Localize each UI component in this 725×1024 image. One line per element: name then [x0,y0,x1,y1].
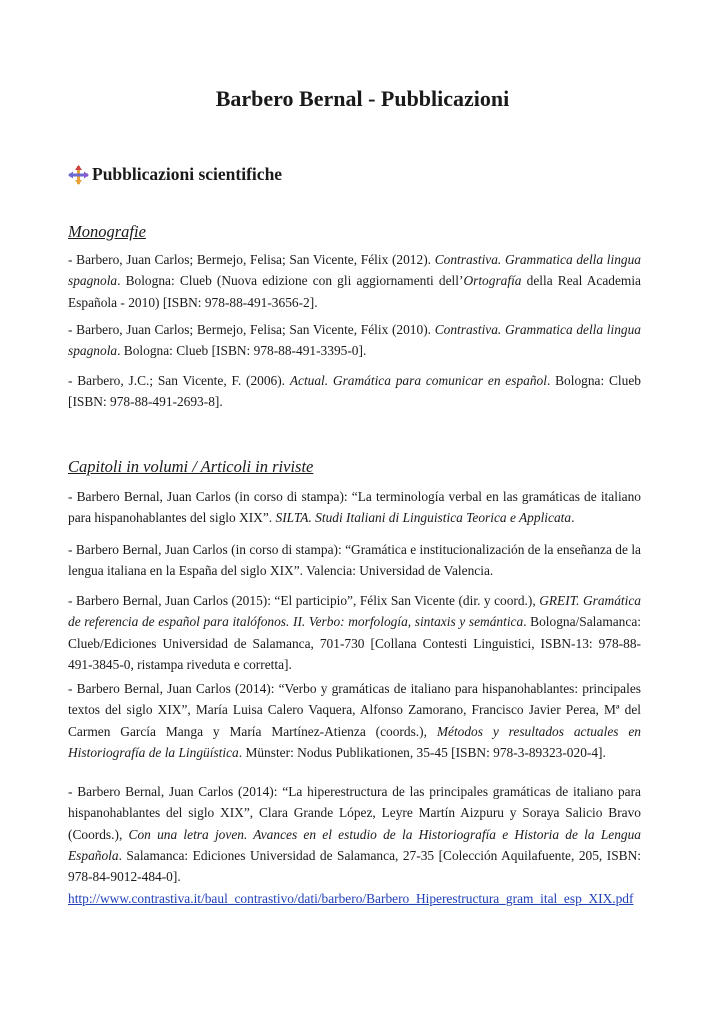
section-heading [68,164,282,185]
section-heading-text: Pubblicazioni scientifiche [92,164,283,184]
list-item: - Barbero, Juan Carlos; Bermejo, Felisa; San Vicente, Félix (2012). Contrastiva. Grammatica della lingua spagnola. Bologna: Clueb (Nuova edizione con gli aggiornamenti dell’Ortografía della Real Academia Española - 2010) [ISBN: 978-88-491-3656-2]. [68,252,641,310]
list-item: - Barbero Bernal, Juan Carlos (in corso di stampa): “La terminología verbal en las gramáticas de italiano para hispanohablantes del siglo XIX”. SILTA. Studi Italiani di Linguistica Teorica e Applicata. [68,489,641,526]
bullet-arrows-icon [68,165,90,185]
list-item: - Barbero Bernal, Juan Carlos (2015): “El participio”, Félix San Vicente (dir. y coord.), GREIT. Gramática de referencia de español para italófonos. II. Verbo: morfología, sintaxis y semántica. Bologna/Salamanca: Clueb/Ediciones Universidad de Salamanca, 701-730 [Collana Contesti Linguistici, ISBN-13: 978-88-491-3845-0, ristampa riveduta e corretta]. [68,593,641,672]
list-item: - Barbero Bernal, Juan Carlos (2014): “La hiperestructura de las principales gramáticas de italiano para hispanohablantes del siglo XIX”, Clara Grande López, Leyre Martín Aizpuru y Soraya Salicio Bravo (Coords.), Con una letra joven. Avances en el estudio de la Historiografía e Historia de la Lengua Española. Salamanca: Ediciones Universidad de Salamanca, 27-35 [Colección Aquilafuente, 205, ISBN: 978-84-9012-484-0]. [68,784,641,885]
list-item: - Barbero Bernal, Juan Carlos (2014): “Verbo y gramáticas de italiano para hispanohablantes: principales textos del siglo XIX”, María Luisa Calero Vaquera, Alfonso Zamorano, Francisco Javier Perea, Mª del Carmen García Manga y María Martínez-Atienza (coords.), Métodos y resultados actuales en Historiografía de la Lingüística. Münster: Nodus Publikationen, 35-45 [ISBN: 978-3-89323-020-4]. [68,681,641,760]
capitoli-heading: Capitoli in volumi / Articoli in riviste [68,457,314,476]
list-item: - Barbero, J.C.; San Vicente, F. (2006). Actual. Gramática para comunicar en español. Bologna: Clueb [ISBN: 978-88-491-2693-8]. [68,373,641,410]
pdf-link[interactable]: http://www.contrastiva.it/baul_contrastivo/dati/barbero/Barbero_Hiperestructura_gram_ital_esp_XIX.pdf [68,891,634,906]
list-item: - Barbero, Juan Carlos; Bermejo, Felisa; San Vicente, Félix (2010). Contrastiva. Grammatica della lingua spagnola. Bologna: Clueb [ISBN: 978-88-491-3395-0]. [68,322,641,359]
page-title: Barbero Bernal - Pubblicazioni [215,86,510,111]
list-item: - Barbero Bernal, Juan Carlos (in corso di stampa): “Gramática e institucionalización de la enseñanza de la lengua italiana en la España del siglo XIX”. Valencia: Universidad de Valencia. [68,542,641,579]
monografie-heading: Monografie [68,222,146,241]
